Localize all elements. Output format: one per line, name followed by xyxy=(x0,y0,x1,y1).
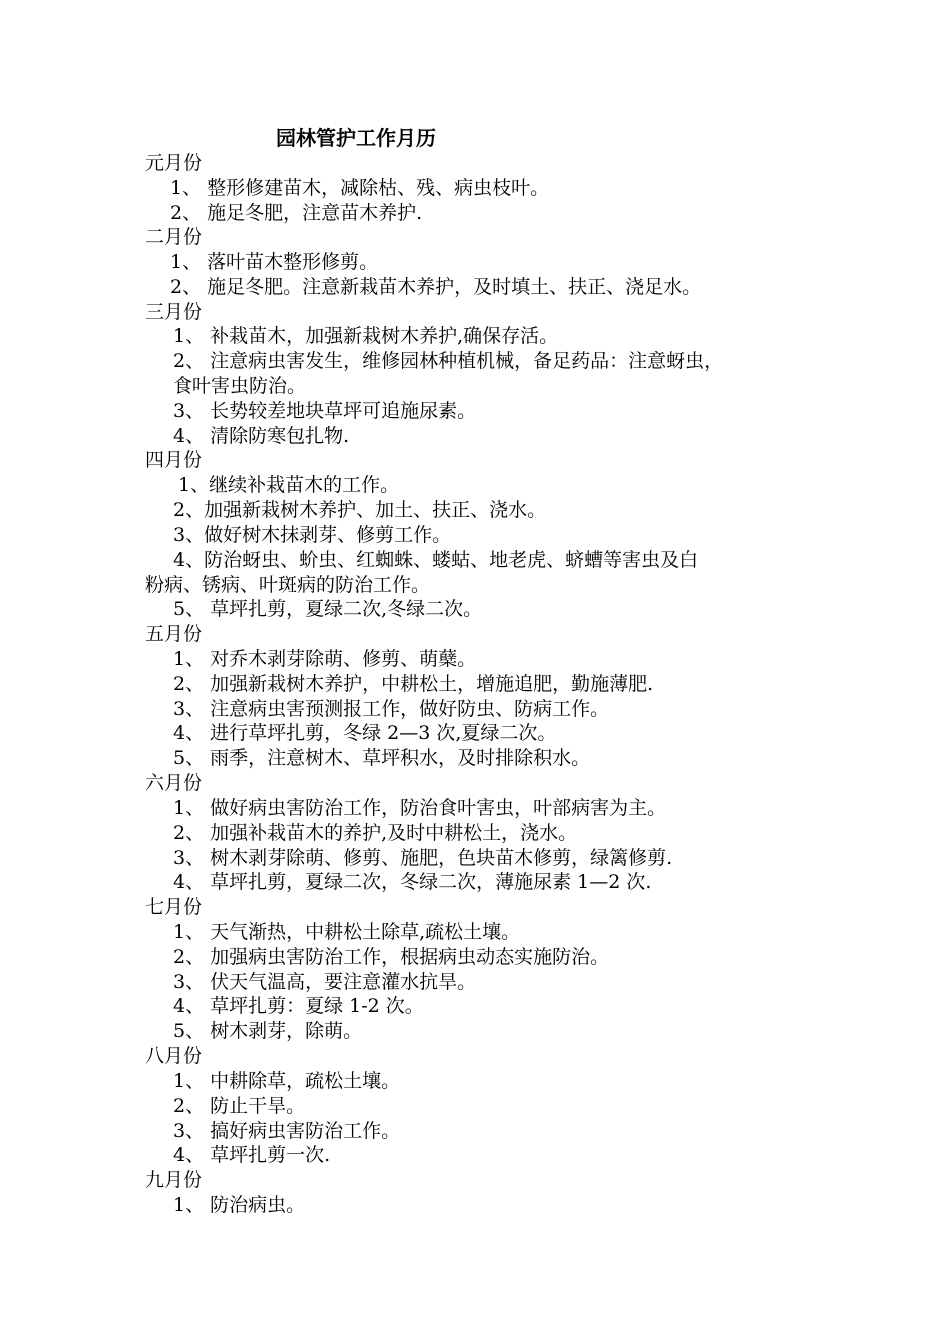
list-item: 1、 中耕除草，疏松土壤。 xyxy=(173,1070,401,1092)
list-item: 2、加强新栽树木养护、加土、扶正、浇水。 xyxy=(173,499,547,521)
list-item-continuation: 粉病、锈病、叶斑病的防治工作。 xyxy=(145,574,431,596)
list-item: 1、继续补栽苗木的工作。 xyxy=(178,474,400,496)
list-item: 5、 树木剥芽，除萌。 xyxy=(173,1020,363,1042)
list-item: 4、防治蚜虫、蚧虫、红蜘蛛、蝼蛄、地老虎、蛴螬等害虫及白 xyxy=(173,549,699,571)
list-item: 2、 施足冬肥。注意新栽苗木养护，及时填土、扶正、浇足水。 xyxy=(170,276,702,298)
list-item: 1、 落叶苗木整形修剪。 xyxy=(170,251,379,273)
month-heading-jan: 元月份 xyxy=(145,152,203,174)
list-item: 2、 防止干旱。 xyxy=(173,1095,306,1117)
list-item: 4、 清除防寒包扎物. xyxy=(173,425,350,447)
month-heading-jun: 六月份 xyxy=(145,772,203,794)
month-heading-may: 五月份 xyxy=(145,623,203,645)
list-item: 3、 搞好病虫害防治工作。 xyxy=(173,1120,401,1142)
list-item: 1、 天气渐热，中耕松土除草,疏松土壤。 xyxy=(173,921,521,943)
list-item: 3、 长势较差地块草坪可追施尿素。 xyxy=(173,400,477,422)
list-item: 2、 加强补栽苗木的养护,及时中耕松土，浇水。 xyxy=(173,822,578,844)
list-item: 3、 注意病虫害预测报工作，做好防虫、防病工作。 xyxy=(173,698,610,720)
list-item: 3、 伏天气温高，要注意灌水抗旱。 xyxy=(173,971,477,993)
list-item: 5、 雨季，注意树木、草坪积水，及时排除积水。 xyxy=(173,747,591,769)
document-title: 园林管护工作月历 xyxy=(276,126,436,150)
month-heading-aug: 八月份 xyxy=(145,1045,203,1067)
list-item: 1、 补栽苗木，加强新栽树木养护,确保存活。 xyxy=(173,325,559,347)
list-item: 1、 防治病虫。 xyxy=(173,1194,306,1216)
list-item: 1、 做好病虫害防治工作，防治食叶害虫，叶部病害为主。 xyxy=(173,797,667,819)
list-item: 1、 整形修建苗木，减除枯、残、病虫枝叶。 xyxy=(170,177,550,199)
month-heading-sep: 九月份 xyxy=(145,1169,203,1191)
list-item: 2、 加强病虫害防治工作，根据病虫动态实施防治。 xyxy=(173,946,610,968)
list-item: 3、 树木剥芽除萌、修剪、施肥，色块苗木修剪，绿篱修剪. xyxy=(173,847,673,869)
list-item-continuation: 食叶害虫防治。 xyxy=(173,375,307,397)
month-heading-jul: 七月份 xyxy=(145,896,203,918)
list-item: 2、 注意病虫害发生，维修园林种植机械，备足药品：注意蚜虫， xyxy=(173,350,724,372)
month-heading-feb: 二月份 xyxy=(145,226,203,248)
list-item: 3、做好树木抹剥芽、修剪工作。 xyxy=(173,524,452,546)
list-item: 2、 施足冬肥，注意苗木养护. xyxy=(170,202,423,224)
month-heading-mar: 三月份 xyxy=(145,301,203,323)
list-item: 1、 对乔木剥芽除萌、修剪、萌蘖。 xyxy=(173,648,477,670)
list-item: 4、 草坪扎剪：夏绿 1-2 次。 xyxy=(173,995,424,1017)
list-item: 5、 草坪扎剪，夏绿二次,冬绿二次。 xyxy=(173,598,483,620)
list-item: 2、 加强新栽树木养护，中耕松土，增施追肥，勤施薄肥. xyxy=(173,673,654,695)
month-heading-apr: 四月份 xyxy=(145,449,203,471)
list-item: 4、 草坪扎剪，夏绿二次，冬绿二次，薄施尿素 1—2 次. xyxy=(173,871,652,893)
list-item: 4、 草坪扎剪一次. xyxy=(173,1144,331,1166)
list-item: 4、 进行草坪扎剪，冬绿 2—3 次,夏绿二次。 xyxy=(173,722,557,744)
